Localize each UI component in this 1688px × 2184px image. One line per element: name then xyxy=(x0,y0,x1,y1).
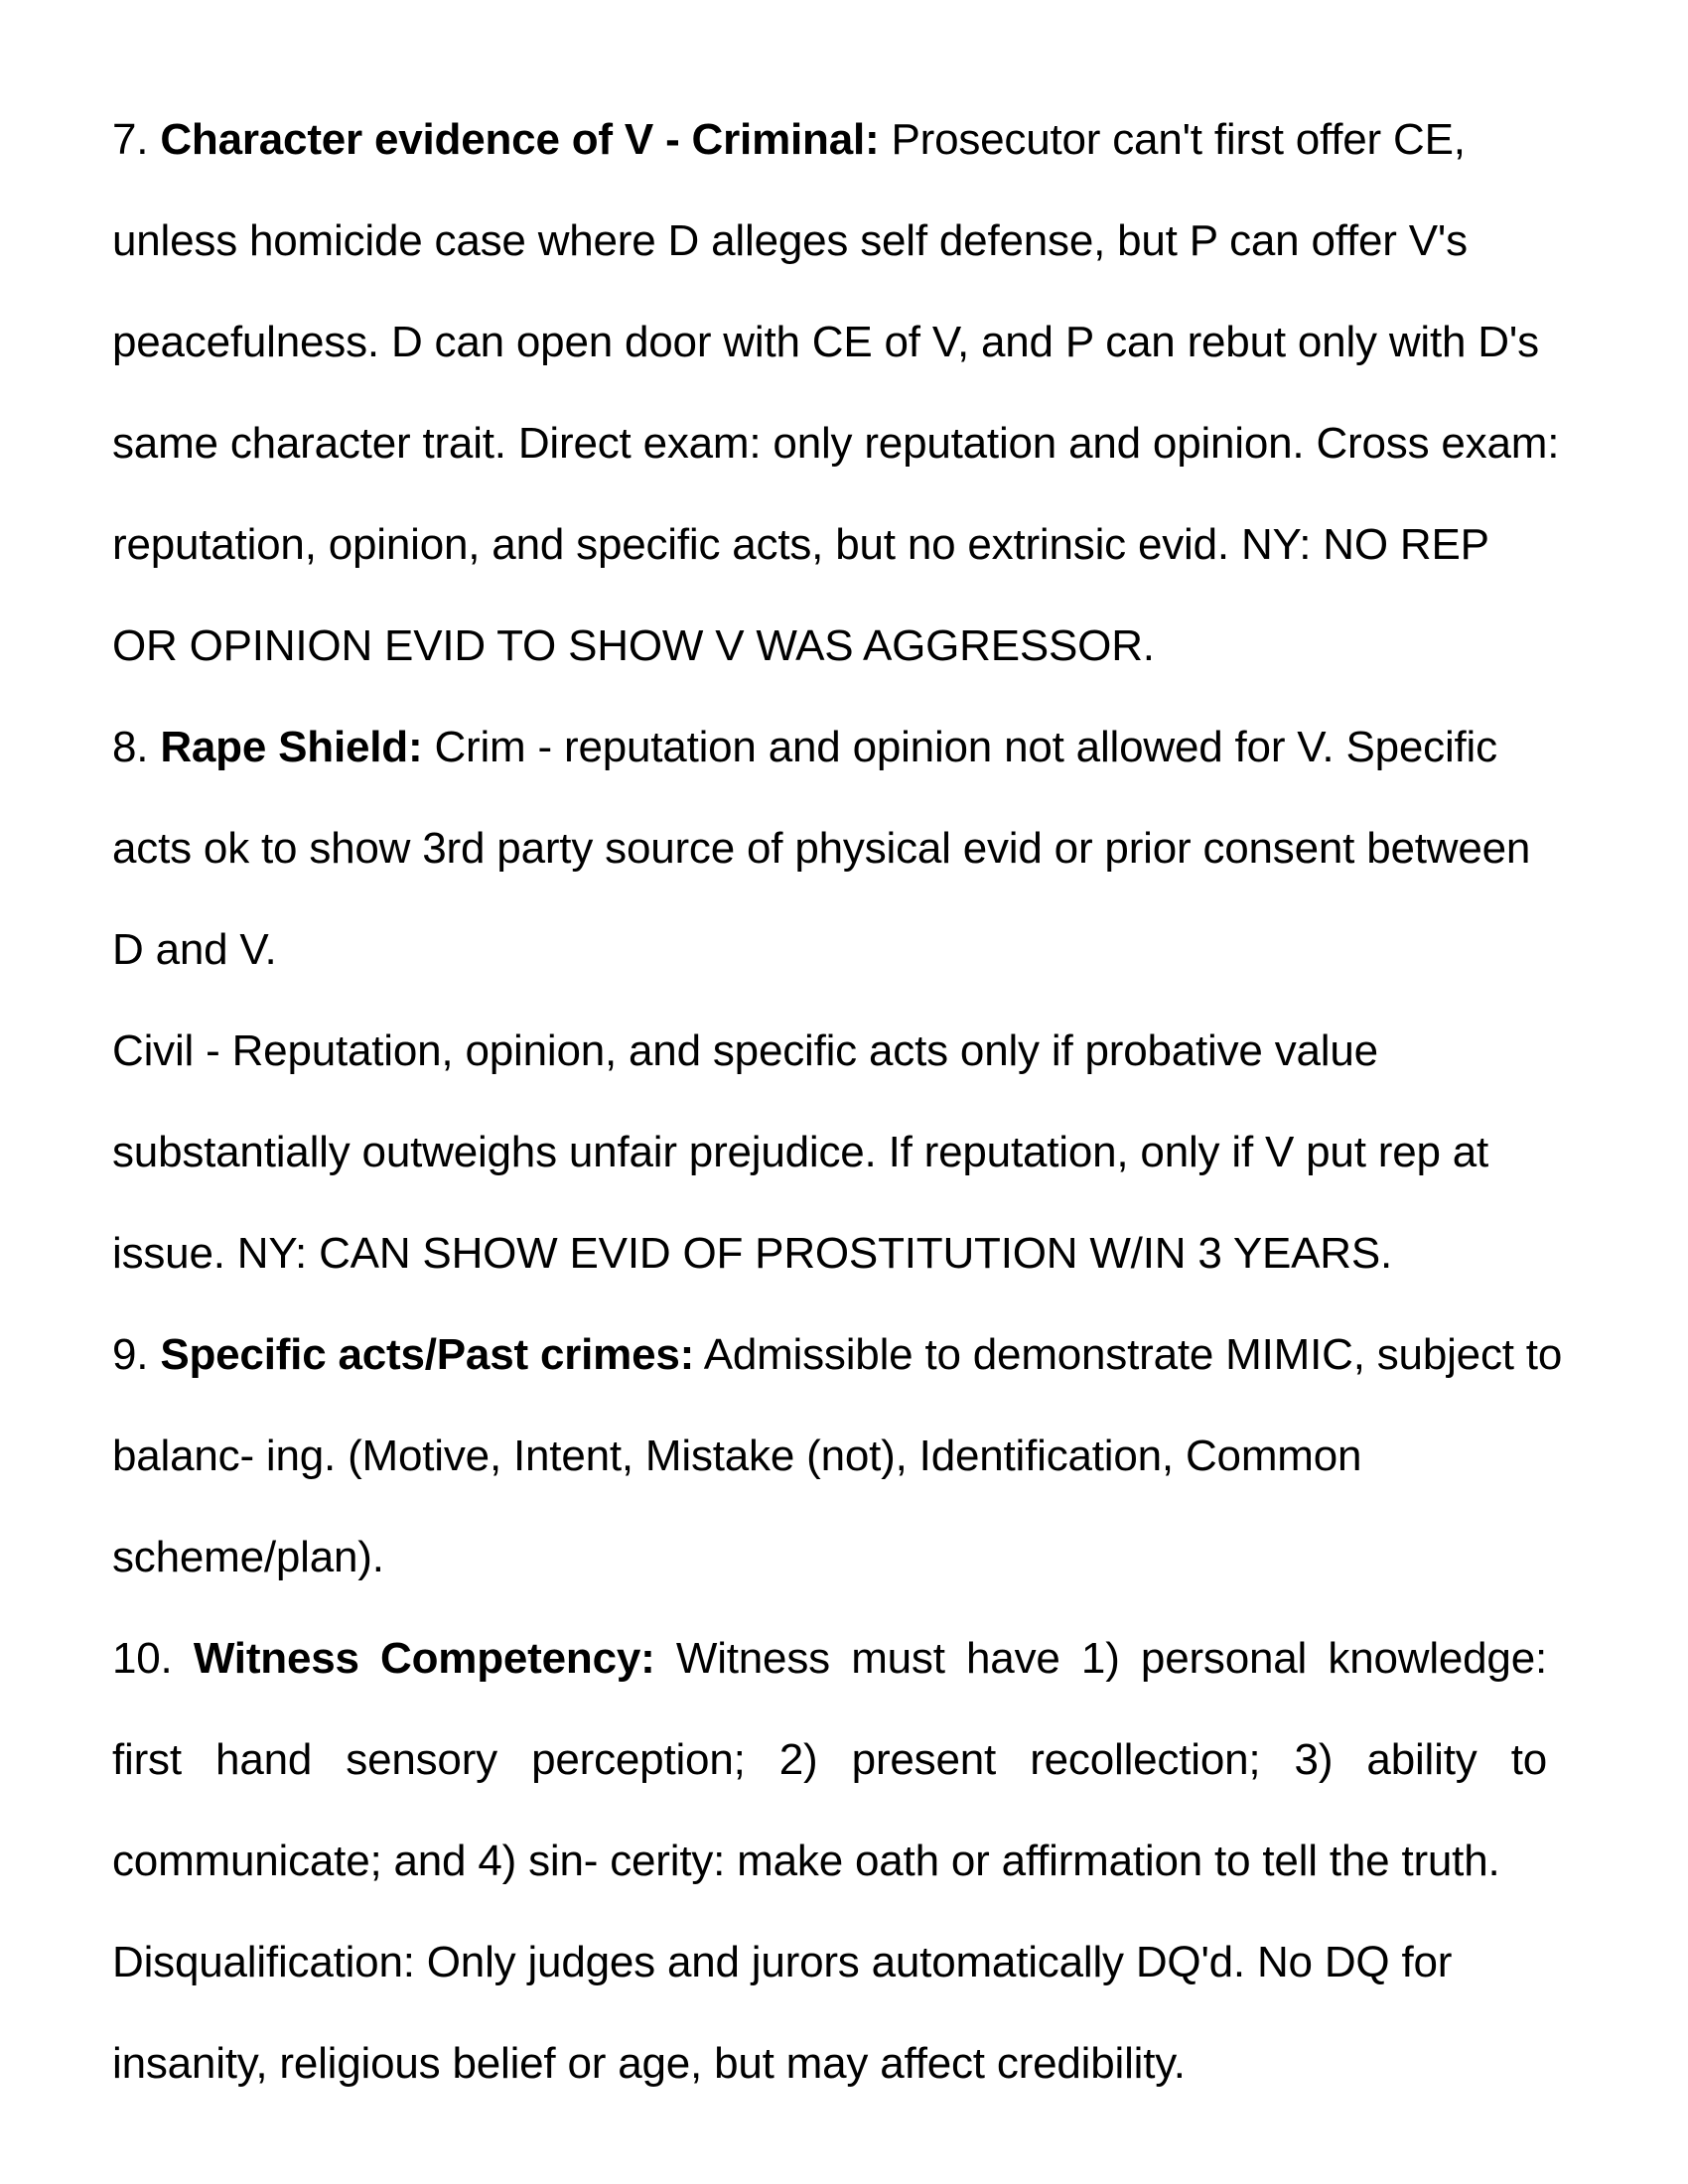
outline-content xyxy=(112,89,1572,2115)
section-10-first-line xyxy=(112,1608,1547,1709)
section-10-line: insanity, religious belief or age, but may affect credibility. xyxy=(112,2039,1186,2088)
section-7-heading: Character evidence of V - Criminal: xyxy=(160,115,880,164)
section-10-line: first hand sensory perception; 2) present recollection; 3) ability to xyxy=(112,1735,1547,1784)
section-8-line: substantially outweighs unfair prejudice. If reputation, only if V put rep at xyxy=(112,1128,1489,1176)
section-8-line: issue. NY: CAN SHOW EVID OF PROSTITUTION W/IN 3 YEARS. xyxy=(112,1229,1393,1278)
section-9-heading: Specific acts/Past crimes: xyxy=(160,1330,695,1379)
section-7-number: 7. xyxy=(112,115,149,164)
section-8-heading: Rape Shield: xyxy=(160,723,423,771)
section-9-line: balanc- ing. (Motive, Intent, Mistake (not), Identification, Common xyxy=(112,1432,1362,1480)
section-10-heading: Witness Competency: xyxy=(193,1634,655,1683)
section-7-first-line xyxy=(112,89,1572,191)
section-10-number: 10. xyxy=(112,1634,173,1683)
section-8-line: Civil - Reputation, opinion, and specific acts only if probative value xyxy=(112,1026,1378,1075)
section-10-text: Witness must have 1) personal knowledge: xyxy=(654,1634,1547,1683)
section-7-line: reputation, opinion, and specific acts, but no extrinsic evid. NY: NO REP xyxy=(112,520,1489,569)
section-8-number: 8. xyxy=(112,723,149,771)
section-9-number: 9. xyxy=(112,1330,149,1379)
section-8-first-line xyxy=(112,697,1572,798)
section-8-line: acts ok to show 3rd party source of physical evid or prior consent between xyxy=(112,824,1531,873)
section-7-text: Prosecutor can't first offer CE, xyxy=(879,115,1466,164)
section-10-line: Disqualification: Only judges and jurors automatically DQ'd. No DQ for xyxy=(112,1938,1453,1986)
section-7-line: unless homicide case where D alleges self defense, but P can offer V's xyxy=(112,216,1468,265)
section-10-line: communicate; and 4) sin- cerity: make oath or affirmation to tell the truth. xyxy=(112,1837,1500,1885)
section-9-text: Admissible to demonstrate MIMIC, subject to xyxy=(694,1330,1563,1379)
section-7-line: peacefulness. D can open door with CE of V, and P can rebut only with D's xyxy=(112,318,1539,366)
section-9-first-line xyxy=(112,1304,1572,1406)
section-8-line: D and V. xyxy=(112,925,277,974)
section-7-line: OR OPINION EVID TO SHOW V WAS AGGRESSOR. xyxy=(112,621,1155,670)
section-9-line: scheme/plan). xyxy=(112,1533,384,1581)
section-8-text: Crim - reputation and opinion not allowed for V. Specific xyxy=(422,723,1497,771)
section-7-line: same character trait. Direct exam: only reputation and opinion. Cross exam: xyxy=(112,419,1560,468)
